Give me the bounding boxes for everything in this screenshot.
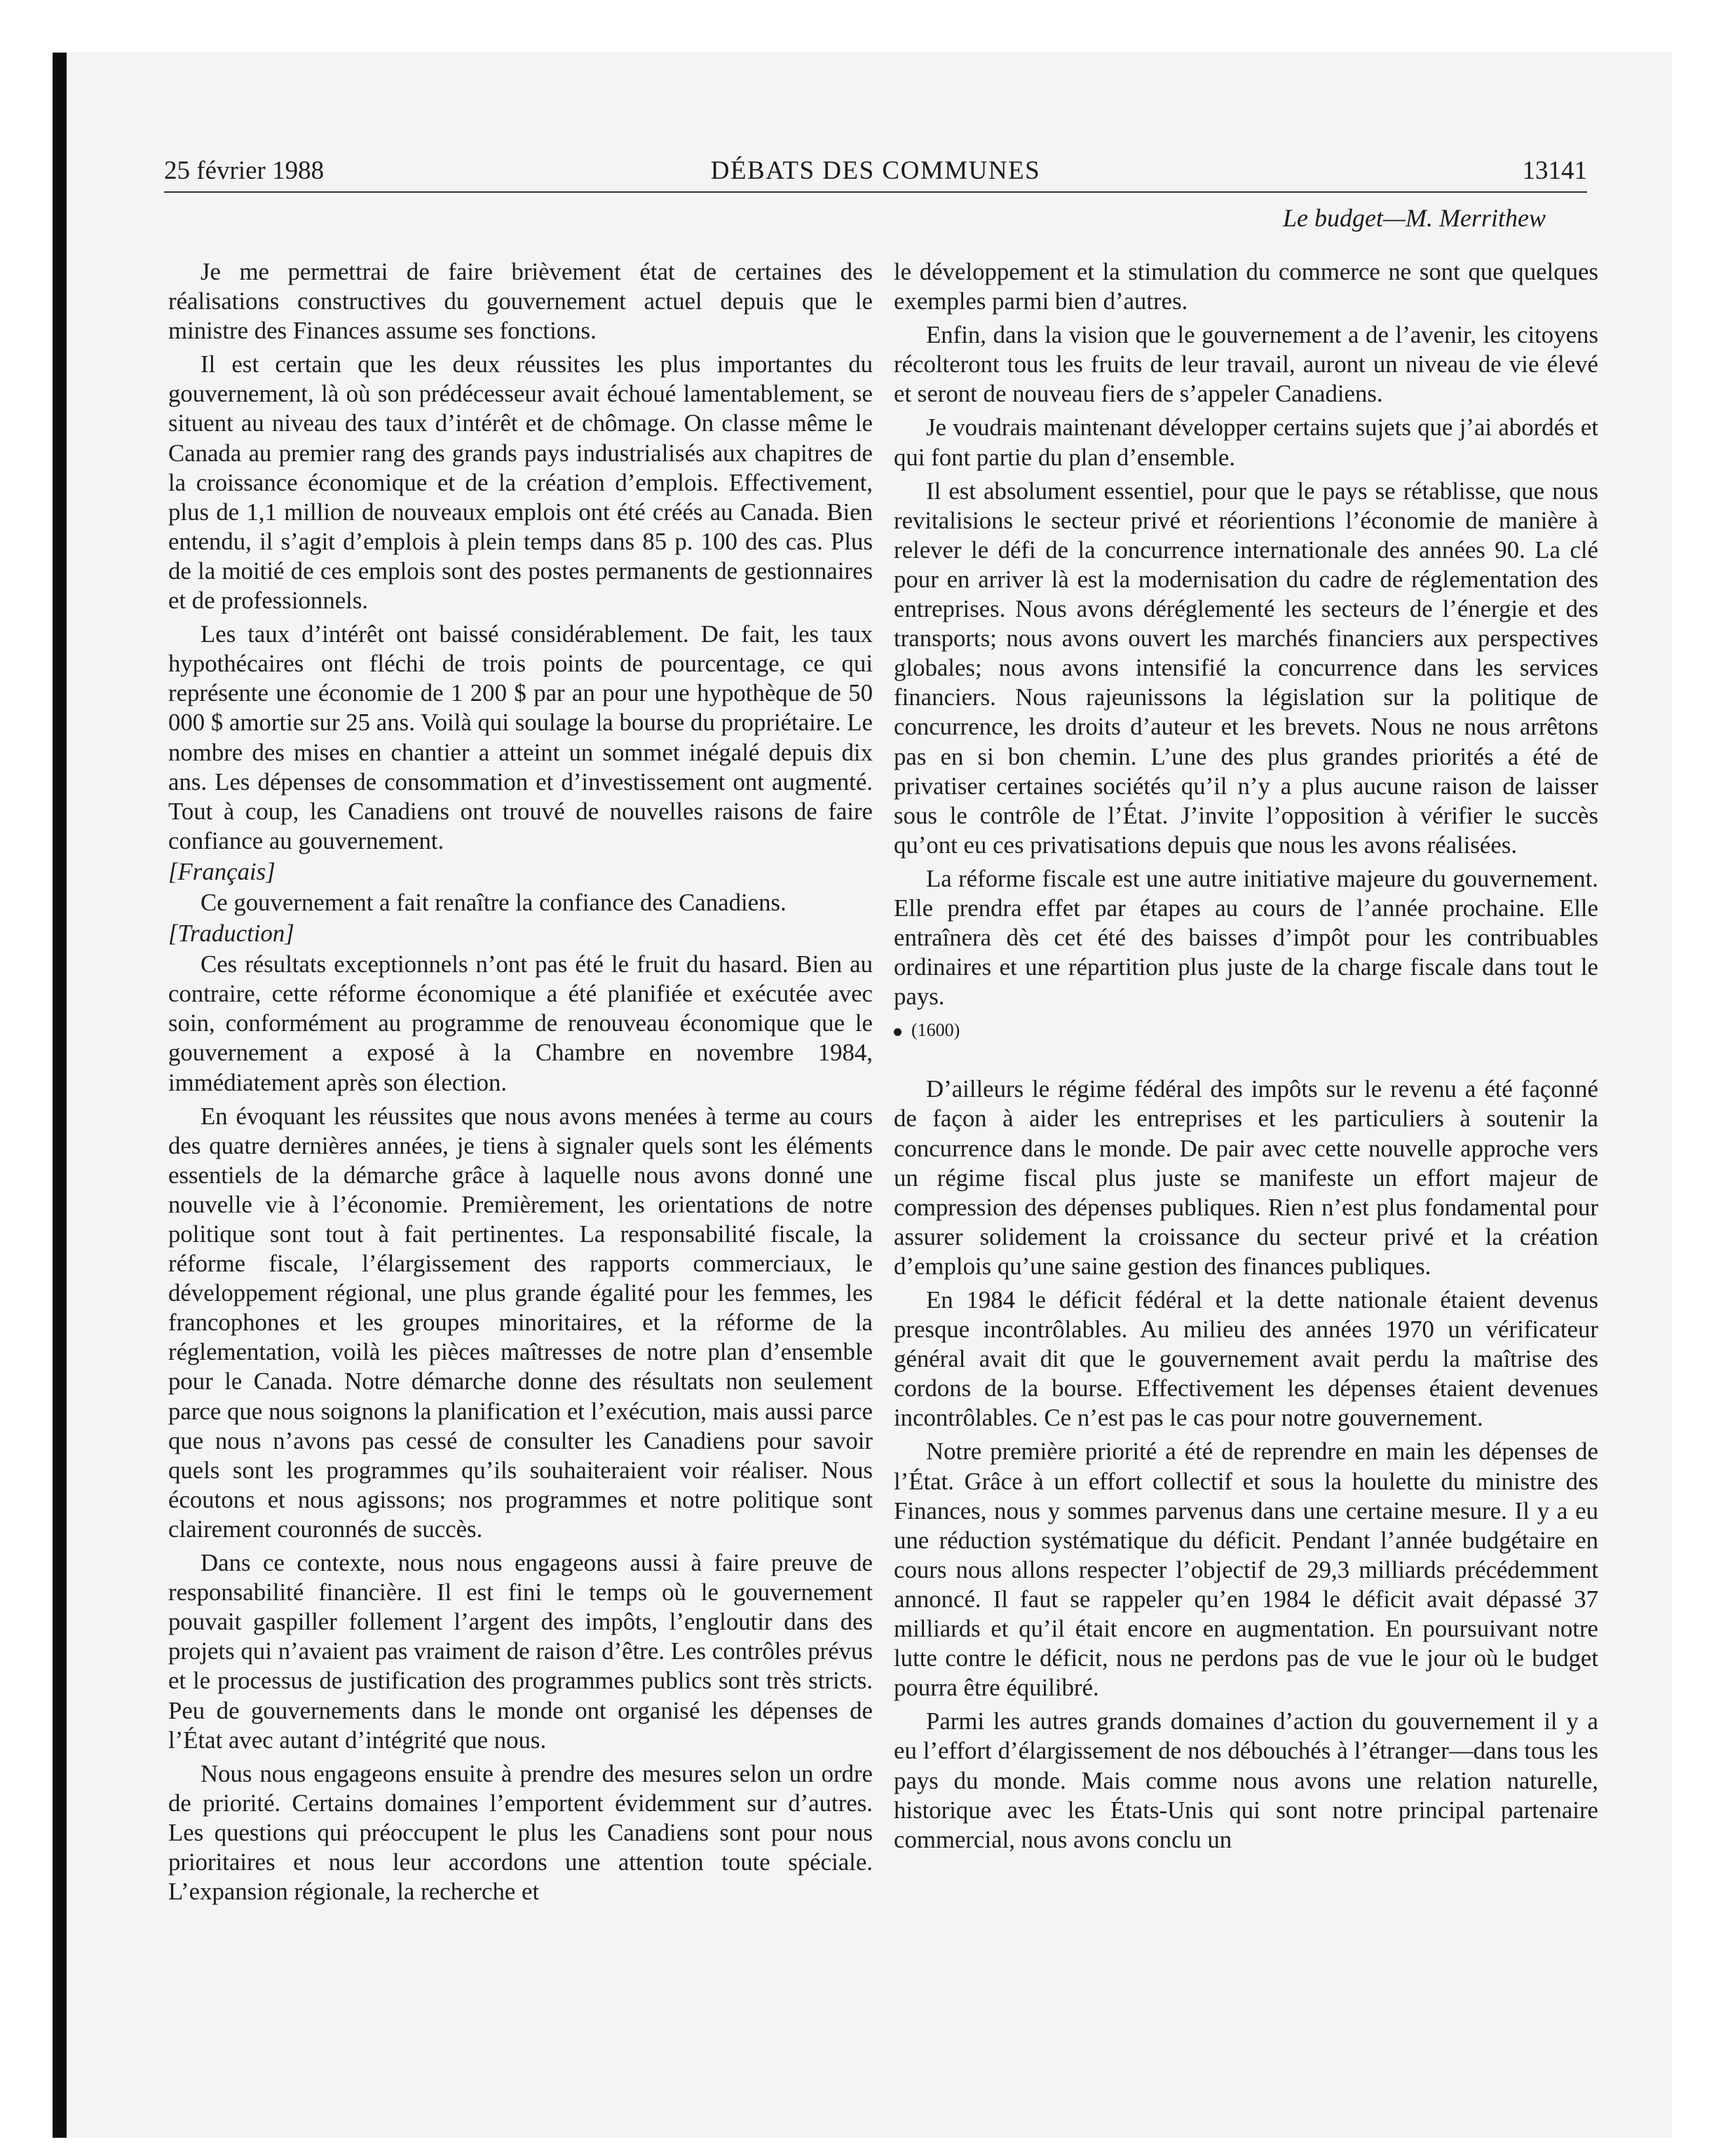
paragraph: La réforme fiscale est une autre initiative majeure du gouvernement. Elle prendra effet par étapes au cours de l’année prochaine. Elle entraînera dès cet été des baisses d’impôt pour les contribuables ordinaires et une répartition plus juste de la charge fiscale dans tout le pays. bbox=[894, 864, 1598, 1011]
paragraph: En 1984 le déficit fédéral et la dette nationale étaient devenus presque incontrôlables. Au milieu des années 1970 un vérificateur général avait dit que le gouvernement avait perdu la maîtrise des cordons de la bourse. Effectivement les dépenses étaient devenues incontrôlables. Ce n’est pas le cas pour notre gouvernement. bbox=[894, 1286, 1598, 1432]
left-column bbox=[168, 257, 873, 1906]
paragraph: Je me permettrai de faire brièvement état de certaines des réalisations constructives du gouvernement actuel depuis que le ministre des Finances assume ses fonctions. bbox=[168, 258, 873, 345]
header-date: 25 février 1988 bbox=[164, 156, 325, 185]
time-marker bbox=[894, 1020, 1598, 1041]
bullet-dot-icon bbox=[894, 1028, 901, 1036]
paragraph: le développement et la stimulation du commerce ne sont que quelques exemples parmi bien d’autres. bbox=[894, 258, 1598, 315]
header-rule bbox=[164, 191, 1587, 193]
paragraph: Notre première priorité a été de reprendre en main les dépenses de l’État. Grâce à un effort collectif et sous la houlette du ministre des Finances, nous y sommes parvenus dans une certaine mesure. Il y a eu une réduction systématique du déficit. Pendant l’année budgétaire en cours nous allons respecter l’objectif de 29,3 milliards précédemment annoncé. Il faut se rappeler qu’en 1984 le déficit avait dépassé 37 milliards et qu’il était encore en augmentation. En poursuivant notre lutte contre le déficit, nous ne perdons pas de vue le jour où le budget pourra être équilibré. bbox=[894, 1438, 1598, 1702]
scan-edge-bar bbox=[53, 53, 67, 2138]
header-page-number: 13141 bbox=[1522, 156, 1587, 185]
paragraph: D’ailleurs le régime fédéral des impôts sur le revenu a été façonné de façon à aider les entreprises et les particuliers à soutenir la concurrence dans le monde. De pair avec cette nouvelle approche vers un régime fiscal plus juste se manifeste un effort majeur de compression des dépenses publiques. Rien n’est plus fondamental pour assurer solidement la croissance du secteur privé et la création d’emplois qu’une saine gestion des finances publiques. bbox=[894, 1075, 1598, 1280]
page-header bbox=[164, 156, 1587, 191]
paragraph: Nous nous engageons ensuite à prendre des mesures selon un ordre de priorité. Certains domaines l’emportent évidemment sur d’autres. Les questions qui préoccupent le plus les Canadiens sont pour nous prioritaires et nous leur accordons une attention toute spéciale. L’expansion régionale, la recherche et bbox=[168, 1759, 873, 1906]
paragraph: Il est absolument essentiel, pour que le pays se rétablisse, que nous revitalisions le secteur privé et réorientions l’économie de manière à relever le défi de la concurrence internationale des années 90. La clé pour en arriver là est la modernisation du cadre de réglementation des entreprises. Nous avons déréglementé les secteurs de l’énergie et des transports; nous avons ouvert les marchés financiers aux perspectives globales; nous avons intensifié la concurrence dans les services financiers. Nous rajeunissons la législation sur la politique de concurrence, les droits d’auteur et les brevets. Nous ne nous arrêtons pas en si bon chemin. L’une des plus grandes priorités a été de privatiser certaines sociétés qu’il n’y a plus aucune raison de laisser sous le contrôle de l’État. J’invite l’opposition à vérifier le succès qu’ont eu ces privatisations depuis que nous les avons réalisées. bbox=[894, 477, 1598, 859]
paragraph: Les taux d’intérêt ont baissé considérablement. De fait, les taux hypothécaires ont fléchi de trois points de pourcentage, ce qui représente une économie de 1 200 $ par an pour une hypothèque de 50 000 $ amortie sur 25 ans. Voilà qui soulage la bourse du propriétaire. Le nombre des mises en chantier a atteint un sommet inégalé depuis dix ans. Les dépenses de consommation et d’investissement ont augmenté. Tout à coup, les Canadiens ont trouvé de nouvelles raisons de faire confiance au gouvernement. bbox=[168, 620, 873, 854]
header-title: DÉBATS DES COMMUNES bbox=[710, 156, 1041, 185]
paragraph: En évoquant les réussites que nous avons menées à terme au cours des quatre dernières années, je tiens à signaler quels sont les éléments essentiels de la démarche grâce à laquelle nous avons donné une nouvelle vie à l’économie. Premièrement, les orientations de notre politique sont tout à fait pertinentes. La responsabilité fiscale, la réforme fiscale, l’élargissement des rapports commerciaux, le développement régional, une plus grande égalité pour les femmes, les francophones et les groupes minoritaires, et la réforme de la réglementation, voilà les pièces maîtresses de notre plan d’ensemble pour le Canada. Notre démarche donne des résultats non seulement parce que nous soignons la planification et l’exécution, mais aussi parce que nous n’avons pas cessé de consulter les Canadiens pour savoir quels sont les programmes qu’ils souhaiteraient voir réaliser. Nous écoutons et nous agissons; nos programmes et notre politique sont clairement couronnés de succès. bbox=[168, 1102, 873, 1543]
section-running-head: Le budget—M. Merrithew bbox=[1283, 204, 1546, 232]
paragraph: Ces résultats exceptionnels n’ont pas été le fruit du hasard. Bien au contraire, cette réforme économique a été planifiée et exécutée avec soin, conformément au programme de renouveau économique que le gouvernement a exposé à la Chambre en novembre 1984, immédiatement après son élection. bbox=[168, 950, 873, 1096]
paragraph: Ce gouvernement a fait renaître la confiance des Canadiens. bbox=[200, 888, 787, 916]
paragraph: Parmi les autres grands domaines d’action du gouvernement il y a eu l’effort d’élargissement de nos débouchés à l’étranger—dans tous les pays du monde. Mais comme nous avons une relation naturelle, historique avec les États-Unis qui sont notre principal partenaire commercial, nous avons conclu un bbox=[894, 1707, 1598, 1853]
paragraph: Dans ce contexte, nous nous engageons aussi à faire preuve de responsabilité financière. Il est fini le temps où le gouvernement pouvait gaspiller follement l’argent des impôts, l’engloutir dans des projets qui n’avaient pas vraiment de raison d’être. Les contrôles prévus et le processus de justification des programmes publics sont très stricts. Peu de gouvernements dans le monde ont organisé les dépenses de l’État avec autant d’intégrité que nous. bbox=[168, 1549, 873, 1754]
paragraph: Il est certain que les deux réussites les plus importantes du gouvernement, là où son prédécesseur avait échoué lamentablement, se situent au niveau des taux d’intérêt et de chômage. On classe même le Canada au premier rang des grands pays industrialisés aux chapitres de la croissance économique et de la création d’emplois. Effectivement, plus de 1,1 million de nouveaux emplois ont été créés au Canada. Bien entendu, il s’agit d’emplois à plein temps dans 85 p. 100 des cas. Plus de la moitié de ces emplois sont des postes permanents de gestionnaires et de professionnels. bbox=[168, 350, 873, 615]
paragraph: Enfin, dans la vision que le gouvernement a de l’avenir, les citoyens récolteront tous les fruits de leur travail, auront un niveau de vie élevé et seront de nouveau fiers de s’appeler Canadiens. bbox=[894, 321, 1598, 408]
time-marker-text: (1600) bbox=[911, 1020, 960, 1041]
right-column bbox=[894, 257, 1598, 1855]
paragraph: Je voudrais maintenant développer certains sujets que j’ai abordés et qui font partie du plan d’ensemble. bbox=[894, 414, 1598, 471]
language-note: [Traduction] bbox=[168, 920, 294, 948]
language-note: [Français] bbox=[168, 857, 275, 885]
